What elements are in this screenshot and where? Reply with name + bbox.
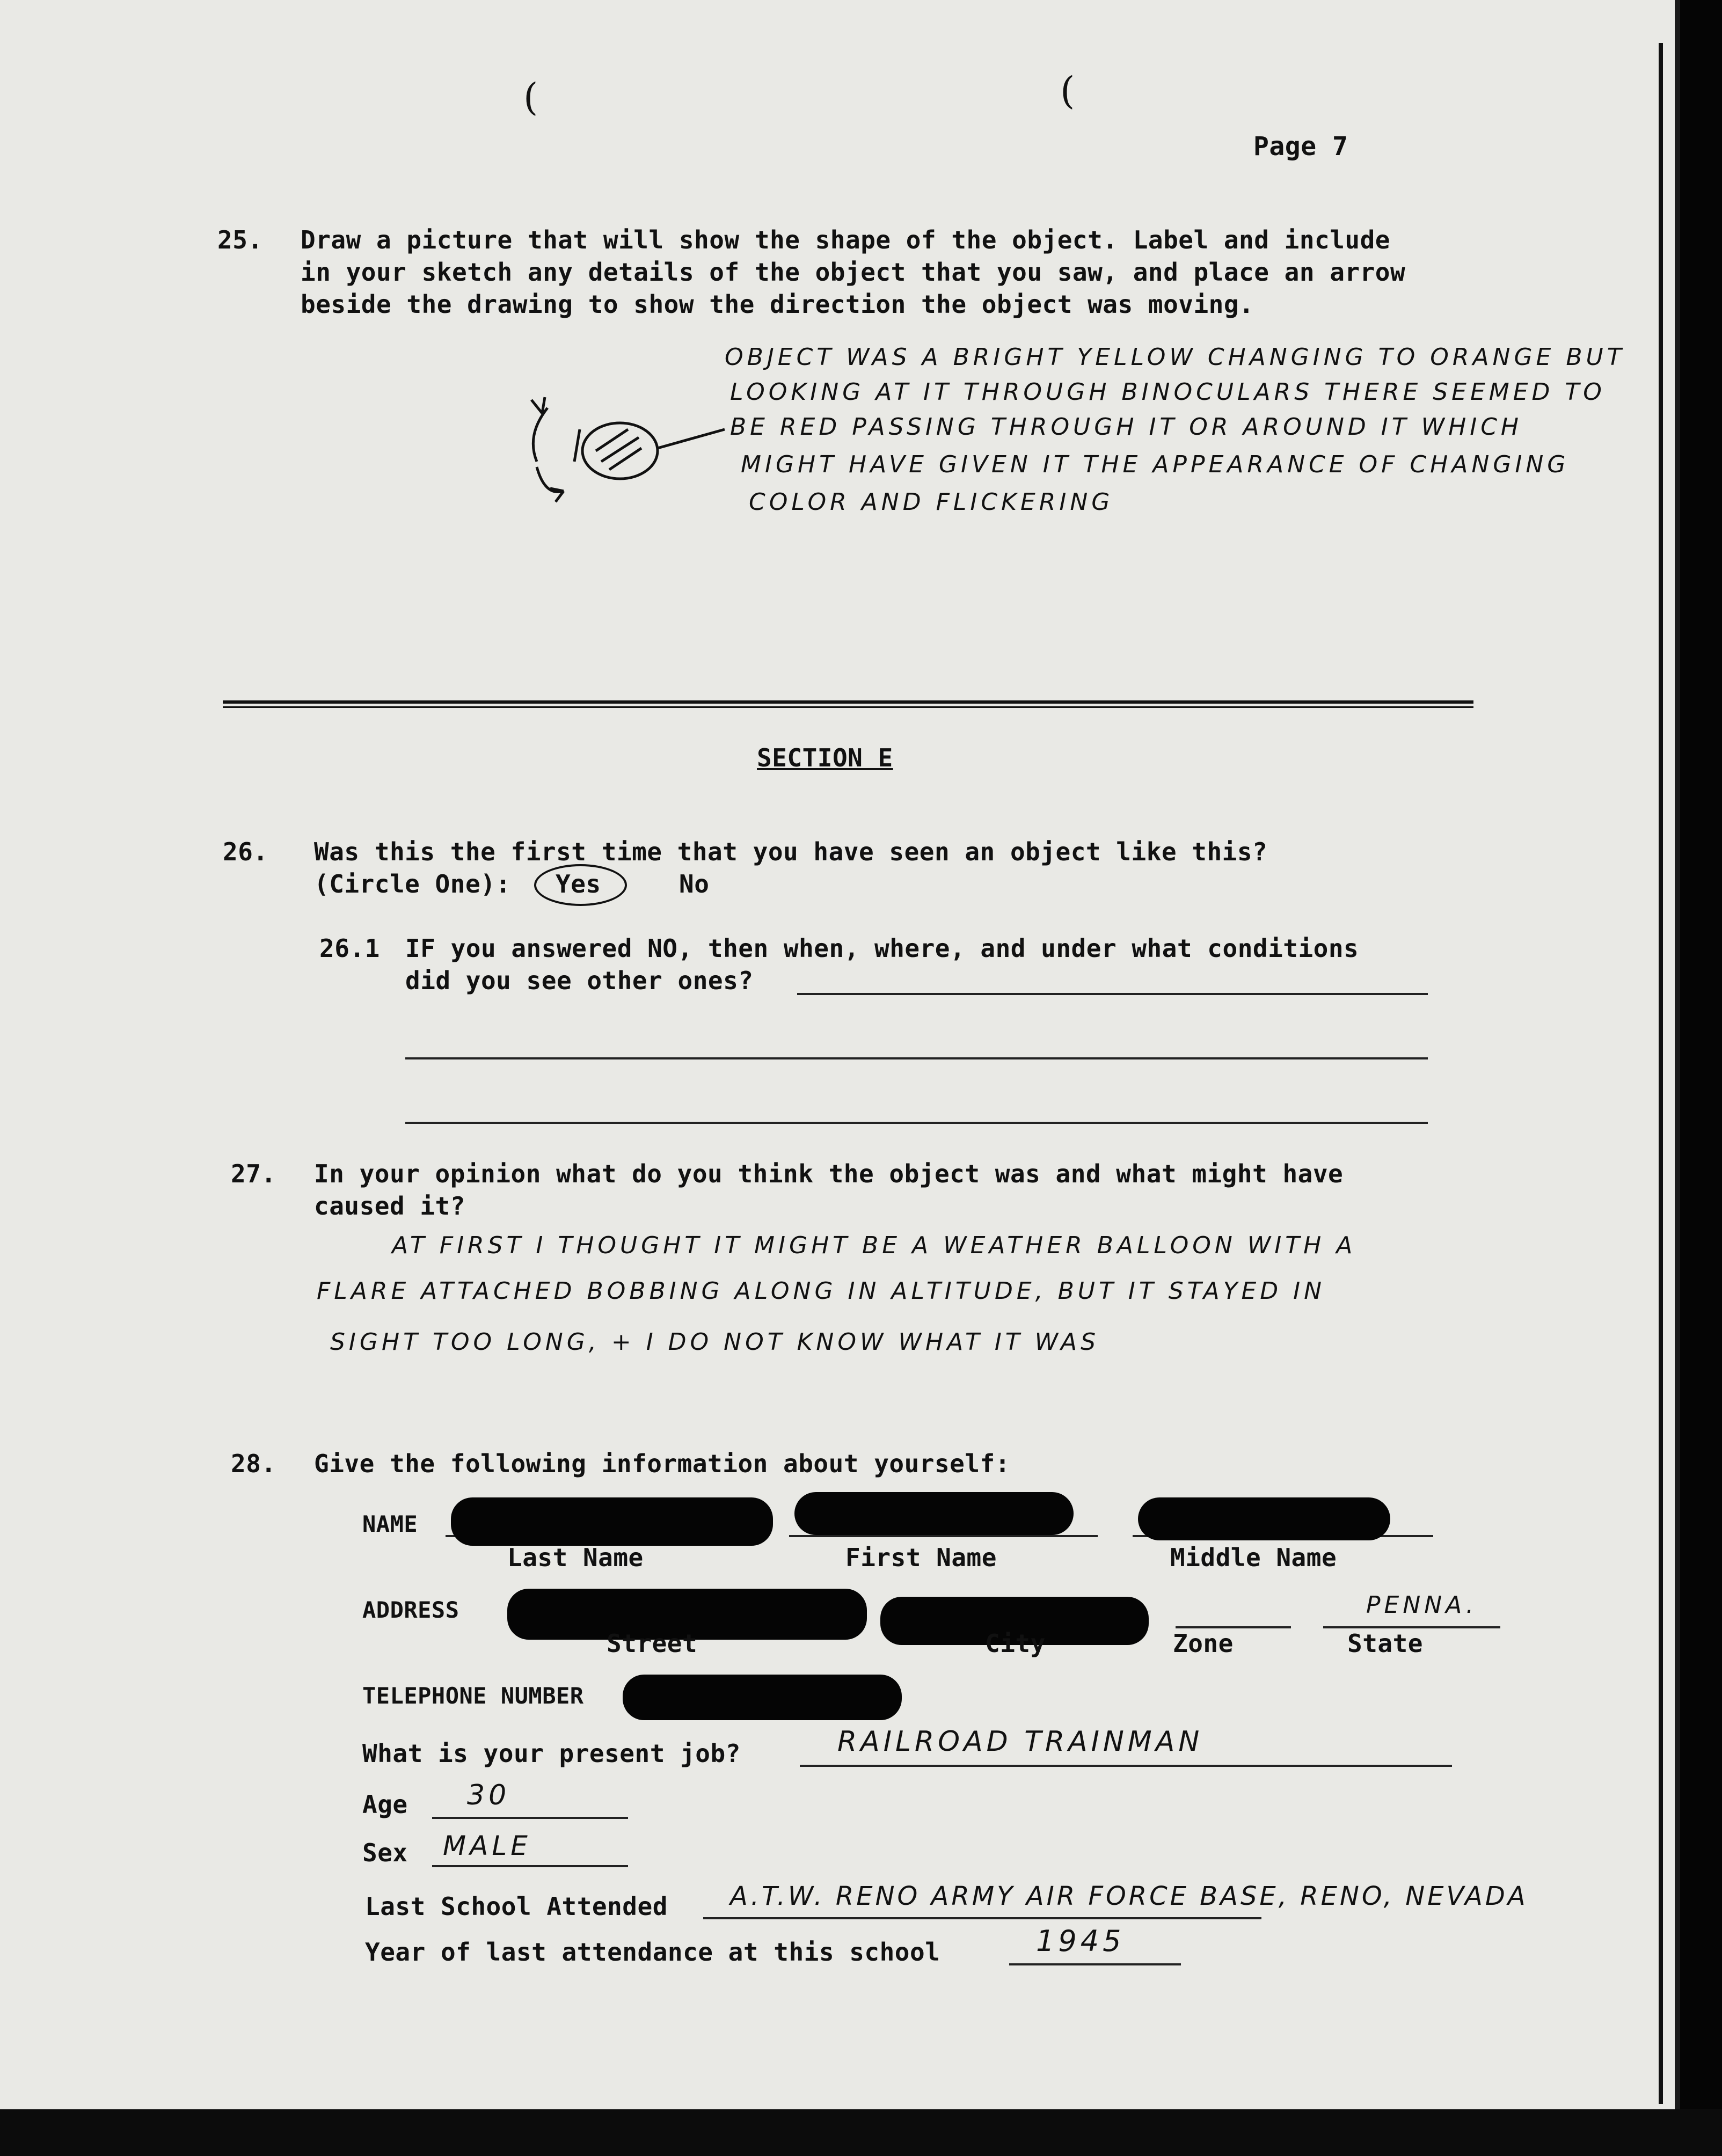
question-number: 25. [217,225,263,254]
question-text: in your sketch any details of the object that you saw, and place an arrow [301,258,1406,287]
question-text: Was this the first time that you have seen an object like this? [314,837,1268,866]
telephone-label: TELEPHONE NUMBER [362,1683,584,1709]
object-sketch [515,376,741,515]
handwritten-answer: SIGHT TOO LONG, + I DO NOT KNOW WHAT IT WAS [330,1328,1100,1356]
zone-caption: Zone [1173,1629,1234,1658]
sketch-drawing [531,397,725,502]
question-text: caused it? [314,1192,465,1220]
section-divider [223,700,1473,704]
answer-no: No [679,869,710,898]
name-line [789,1535,1098,1537]
circle-one-label: (Circle One): [314,869,511,898]
handwritten-answer: LOOKING AT IT THROUGH BINOCULARS THERE SEEMED TO [730,378,1606,406]
state-line [1323,1626,1500,1628]
job-value: RAILROAD TRAINMAN [837,1726,1203,1758]
question-text: In your opinion what do you think the object was and what might have [314,1159,1344,1188]
question-number: 26. [223,837,268,866]
last-name-caption: Last Name [507,1543,644,1572]
year-line [1009,1963,1181,1965]
question-text: Give the following information about yourself: [314,1449,1010,1478]
age-value: 30 [467,1779,510,1811]
handwritten-answer: OBJECT WAS A BRIGHT YELLOW CHANGING TO ORANGE BUT [725,344,1625,371]
scan-bottom-border [0,2109,1722,2156]
handwritten-answer: AT FIRST I THOUGHT IT MIGHT BE A WEATHER BALLOON WITH A [392,1232,1356,1259]
question-text: IF you answered NO, then when, where, and under what conditions [405,934,1359,963]
answer-line [405,1057,1428,1059]
sex-label: Sex [362,1838,408,1867]
page-number: Page 7 [1253,131,1348,162]
address-label: ADDRESS [362,1597,459,1623]
first-name-caption: First Name [845,1543,997,1572]
page-edge [1659,43,1663,2104]
age-label: Age [362,1790,408,1819]
handwritten-answer: FLARE ATTACHED BOBBING ALONG IN ALTITUDE, BUT IT STAYED IN [317,1277,1326,1305]
redaction [451,1497,773,1546]
section-title: SECTION E [757,743,893,772]
redaction [794,1492,1074,1535]
question-text: beside the drawing to show the direction the object was moving. [301,290,1254,319]
zone-line [1176,1626,1291,1628]
question-text: Draw a picture that will show the shape of the object. Label and include [301,225,1390,254]
paper-mark: ( [1060,69,1075,113]
handwritten-answer: BE RED PASSING THROUGH IT OR AROUND IT WHICH [730,413,1522,441]
school-value: A.T.W. RENO ARMY AIR FORCE BASE, RENO, NEVADA [730,1881,1528,1911]
job-label: What is your present job? [362,1739,741,1768]
question-text: did you see other ones? [405,966,754,995]
question-number: 28. [231,1449,276,1478]
age-line [432,1817,628,1819]
city-caption: City [985,1629,1046,1658]
street-caption: Street [607,1629,698,1658]
section-divider [223,706,1473,708]
school-label: Last School Attended [365,1892,668,1921]
sex-value: MALE [443,1830,531,1861]
year-value: 1945 [1036,1924,1125,1958]
answer-yes: Yes [556,869,601,898]
redaction [623,1675,902,1720]
job-line [800,1765,1452,1767]
answer-line [797,993,1428,995]
middle-name-caption: Middle Name [1170,1543,1337,1572]
state-caption: State [1347,1629,1423,1658]
sex-line [432,1865,628,1867]
handwritten-answer: MIGHT HAVE GIVEN IT THE APPEARANCE OF CHANGING [741,451,1570,478]
year-label: Year of last attendance at this school [365,1938,940,1967]
paper-mark: ( [523,75,538,119]
school-line [703,1917,1261,1919]
circled-answer [534,864,627,906]
scan-border [1680,0,1722,2156]
redaction [1138,1497,1390,1540]
state-value: PENNA. [1366,1591,1478,1619]
name-label: NAME [362,1511,418,1537]
question-number: 27. [231,1159,276,1188]
question-number: 26.1 [319,934,380,963]
answer-line [405,1122,1428,1124]
handwritten-answer: COLOR AND FLICKERING [749,488,1114,516]
